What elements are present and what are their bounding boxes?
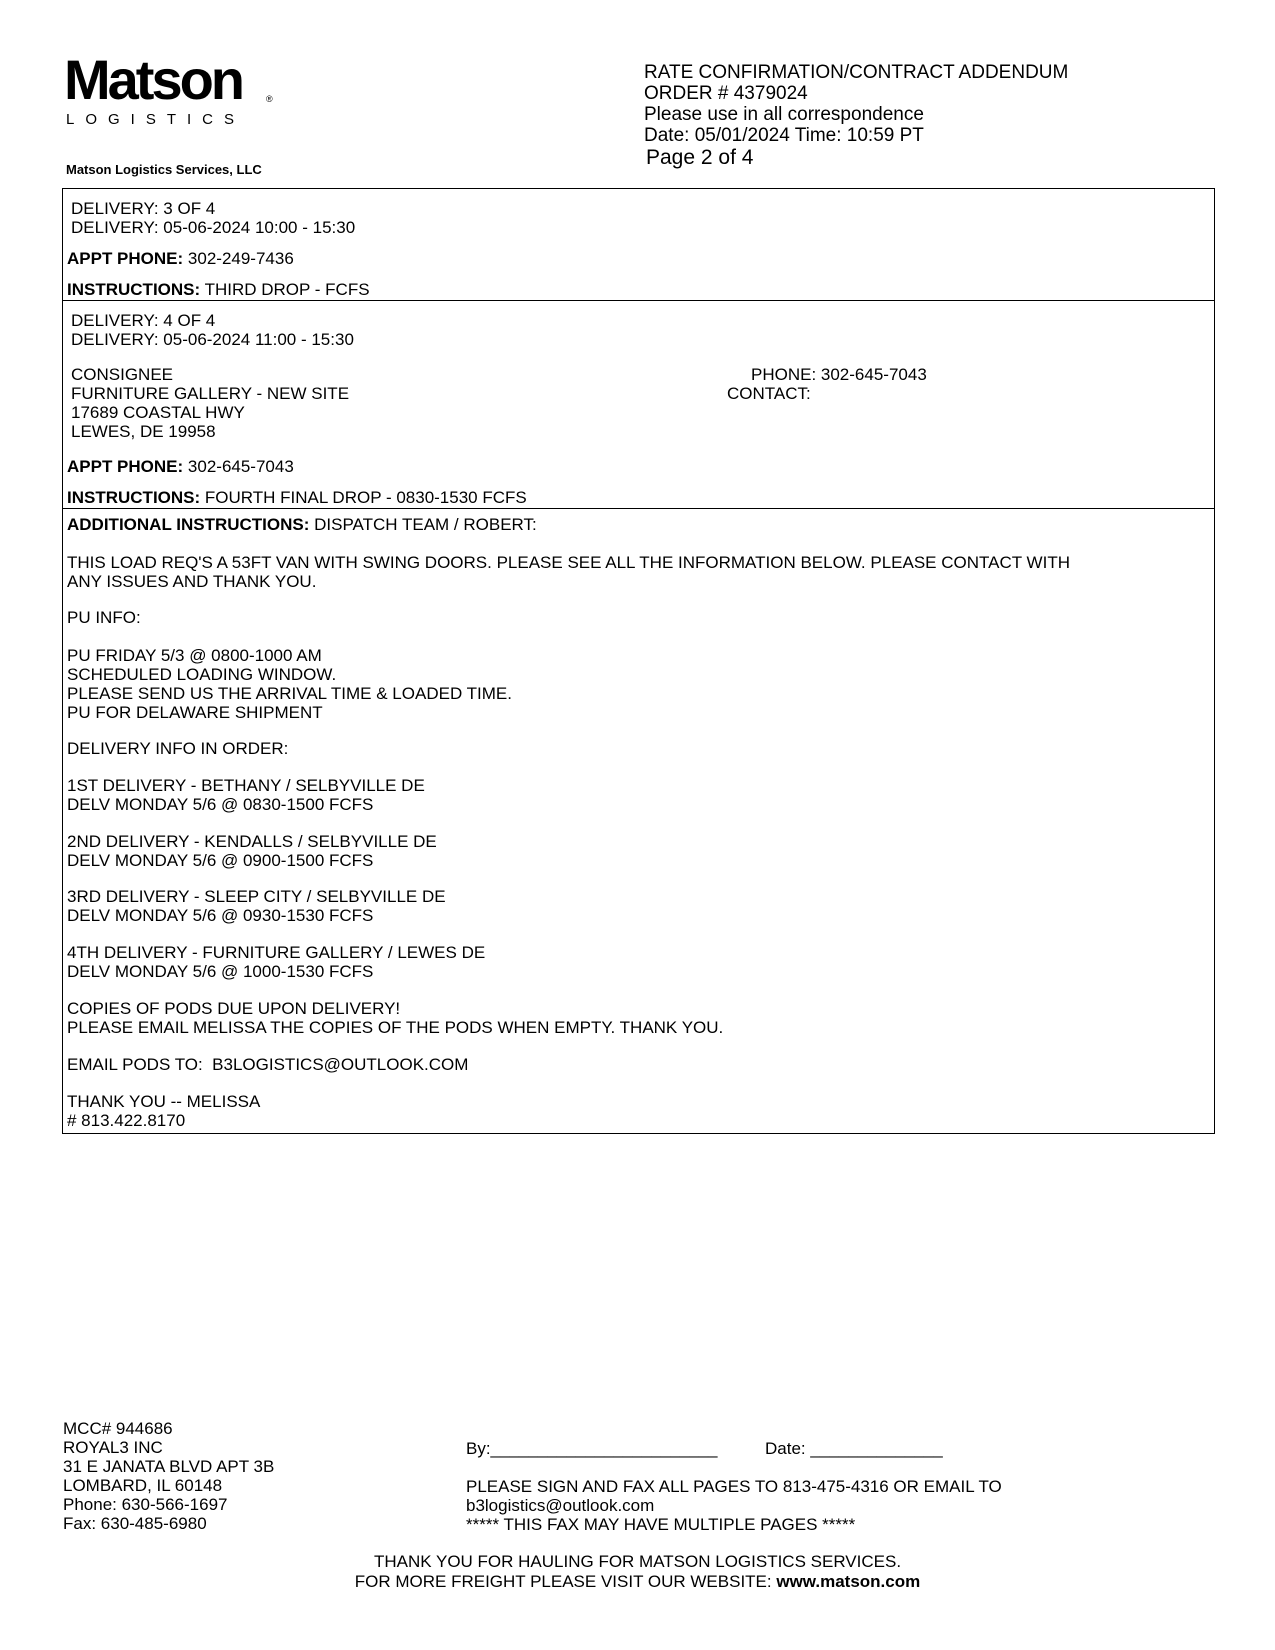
consignee-label: CONSIGNEE (71, 365, 174, 384)
signature-instructions (466, 1477, 1002, 1534)
consignee-name: FURNITURE GALLERY - NEW SITE (71, 384, 350, 403)
delivery-4-appt-phone: APPT PHONE: 302-645-7043 (67, 457, 294, 476)
signature-line[interactable]: By:________________________ (466, 1439, 718, 1458)
delivery-4-instructions: INSTRUCTIONS: FOURTH FINAL DROP - 0830-1530 FCFS (67, 488, 527, 507)
instructions-paragraph: PU INFO: (67, 608, 141, 627)
delivery-3-header (71, 199, 355, 237)
delivery-3-label: DELIVERY: 3 OF 4 (71, 199, 216, 218)
delivery-info-item: 2ND DELIVERY - KENDALLS / SELBYVILLE DE DELV MONDAY 5/6 @ 0900-1500 FCFS (67, 832, 437, 870)
section-divider (62, 300, 1215, 301)
correspondence-note: Please use in all correspondence (644, 104, 924, 125)
carrier-name: ROYAL3 INC (63, 1438, 163, 1457)
delivery-4-label: DELIVERY: 4 OF 4 (71, 311, 216, 330)
company-name: Matson Logistics Services, LLC (66, 162, 262, 177)
registered-mark: ® (266, 94, 273, 104)
carrier-address-1: 31 E JANATA BLVD APT 3B (63, 1457, 275, 1476)
signoff: THANK YOU -- MELISSA # 813.422.8170 (67, 1092, 261, 1130)
fax-note: ***** THIS FAX MAY HAVE MULTIPLE PAGES ***** (466, 1515, 856, 1534)
footer-thanks: THANK YOU FOR HAULING FOR MATSON LOGISTICS SERVICES. (373, 1552, 902, 1571)
delivery-4-header (71, 311, 354, 349)
delivery-3-window: DELIVERY: 05-06-2024 10:00 - 15:30 (71, 218, 356, 237)
order-number: ORDER # 4379024 (644, 83, 808, 104)
fax-instruction: PLEASE SIGN AND FAX ALL PAGES TO 813-475-4316 OR EMAIL TO (466, 1477, 1002, 1496)
website-link[interactable]: www.matson.com (776, 1572, 921, 1591)
carrier-phone: Phone: 630-566-1697 (63, 1495, 228, 1514)
pods-email: EMAIL PODS TO: B3LOGISTICS@OUTLOOK.COM (67, 1055, 469, 1074)
page-number: Page 2 of 4 (646, 146, 754, 169)
pickup-info: PU FRIDAY 5/3 @ 0800-1000 AM SCHEDULED LOADING WINDOW. PLEASE SEND US THE ARRIVAL TIME & LOADED TIME. PU FOR DELAWARE SHIPMENT (67, 646, 512, 722)
delivery-info-item: 4TH DELIVERY - FURNITURE GALLERY / LEWES DE DELV MONDAY 5/6 @ 1000-1530 FCFS (67, 943, 486, 981)
instructions-paragraph: DELIVERY INFO IN ORDER: (67, 739, 289, 758)
carrier-fax: Fax: 630-485-6980 (63, 1514, 207, 1533)
carrier-info (63, 1419, 274, 1533)
delivery-3-appt-phone: APPT PHONE: 302-249-7436 (67, 249, 294, 268)
document-datetime: Date: 05/01/2024 Time: 10:59 PT (644, 125, 924, 146)
logo-subtitle: LOGISTICS (66, 111, 246, 128)
consignee-city: LEWES, DE 19958 (71, 422, 216, 441)
document-title: RATE CONFIRMATION/CONTRACT ADDENDUM (644, 62, 1069, 83)
instructions-paragraph: THIS LOAD REQ'S A 53FT VAN WITH SWING DOORS. PLEASE SEE ALL THE INFORMATION BELOW. PLEASE CONTACT WITH ANY ISSUES AND THANK YOU. (67, 553, 1070, 591)
delivery-4-window: DELIVERY: 05-06-2024 11:00 - 15:30 (71, 330, 354, 349)
footer (0, 1552, 1275, 1592)
return-email: b3logistics@outlook.com (466, 1496, 655, 1515)
carrier-mcc: MCC# 944686 (63, 1419, 173, 1438)
pods-note: COPIES OF PODS DUE UPON DELIVERY! PLEASE EMAIL MELISSA THE COPIES OF THE PODS WHEN EMPTY. THANK YOU. (67, 999, 724, 1037)
additional-instructions-heading: ADDITIONAL INSTRUCTIONS: DISPATCH TEAM / ROBERT: (67, 515, 537, 534)
carrier-address-2: LOMBARD, IL 60148 (63, 1476, 223, 1495)
delivery-info-item: 1ST DELIVERY - BETHANY / SELBYVILLE DE DELV MONDAY 5/6 @ 0830-1500 FCFS (67, 776, 425, 814)
consignee-contact: CONTACT: (727, 384, 811, 403)
section-divider (62, 508, 1215, 509)
document-header (644, 62, 1068, 170)
delivery-info-item: 3RD DELIVERY - SLEEP CITY / SELBYVILLE DE DELV MONDAY 5/6 @ 0930-1530 FCFS (67, 887, 446, 925)
consignee-street: 17689 COASTAL HWY (71, 403, 245, 422)
consignee-address (71, 365, 349, 441)
signature-date-line[interactable]: Date: ______________ (765, 1439, 943, 1458)
matson-logo-wordmark: Matson (64, 48, 242, 111)
delivery-3-instructions: INSTRUCTIONS: THIRD DROP - FCFS (67, 280, 370, 299)
consignee-phone: PHONE: 302-645-7043 (751, 365, 927, 384)
footer-website-line: FOR MORE FREIGHT PLEASE VISIT OUR WEBSITE: www.matson.com (354, 1572, 921, 1591)
